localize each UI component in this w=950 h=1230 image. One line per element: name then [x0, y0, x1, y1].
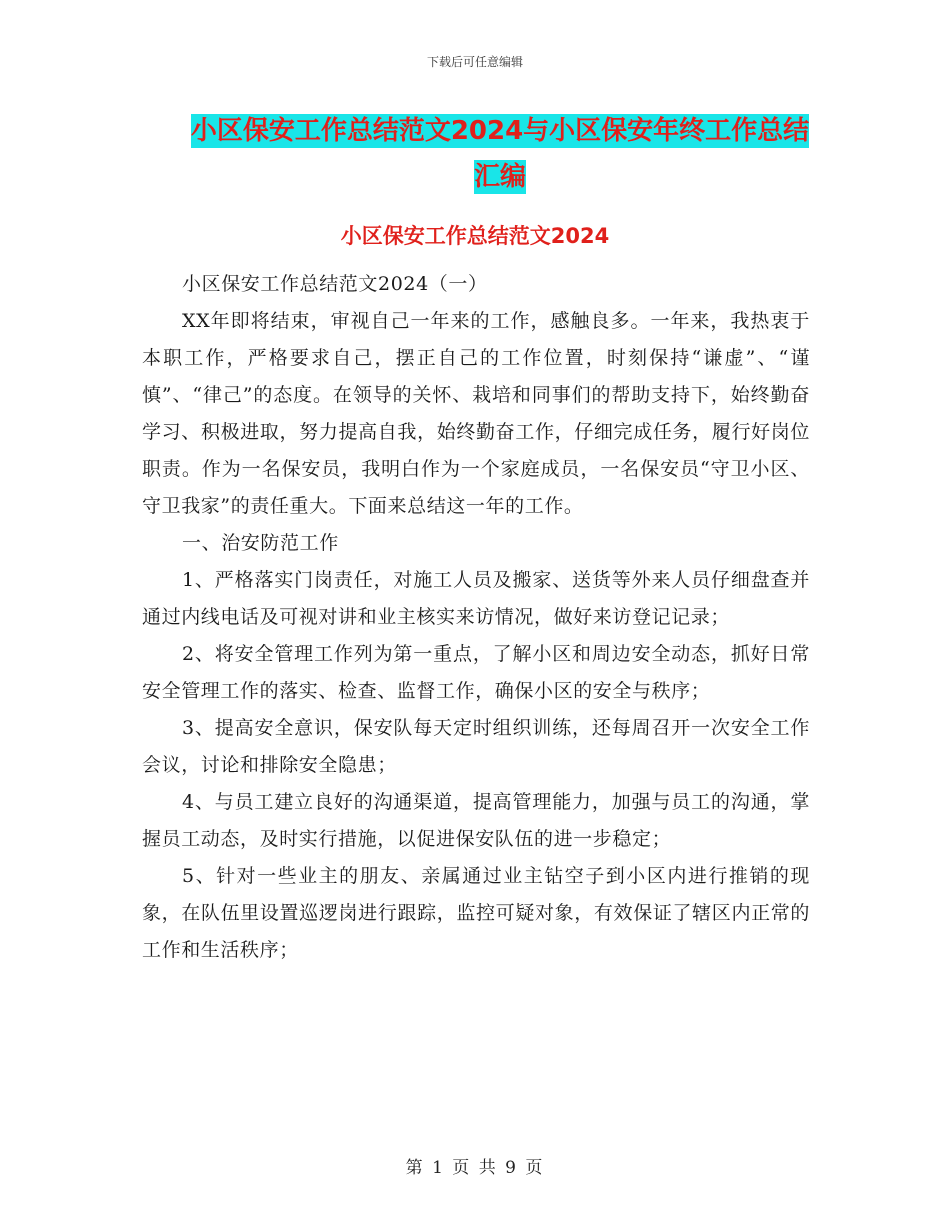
main-title-line-2: 汇编 — [473, 162, 526, 192]
paragraph-item: 3、提高安全意识，保安队每天定时组织训练，还每周召开一次安全工作会议，讨论和排除安全隐患； — [142, 717, 810, 776]
paragraph-item: 1、严格落实门岗责任，对施工人员及搬家、送货等外来人员仔细盘查并通过内线电话及可视对讲和业主核实来访情况，做好来访登记记录； — [142, 569, 810, 628]
page-number-footer: 第 1 页 共 9 页 — [405, 1158, 545, 1178]
section-title: 小区保安工作总结范文2024 — [340, 224, 610, 248]
paragraph-item: 4、与员工建立良好的沟通渠道，提高管理能力，加强与员工的沟通，掌握员工动态，及时实行措施，以促进保安队伍的进一步稳定； — [142, 791, 810, 850]
paragraph-intro: XX年即将结束，审视自己一年来的工作，感触良多。一年来，我热衷于本职工作，严格要求自己，摆正自己的工作位置，时刻保持“谦虚”、“谨慎”、“律己”的态度。在领导的关怀、栽培和同事们的帮助支持下，始终勤奋学习、积极进取，努力提高自我，始终勤奋工作，仔细完成任务，履行好岗位职责。作为一名保安员，我明白作为一个家庭成员，一名保安员“守卫小区、守卫我家”的责任重大。下面来总结这一年的工作。 — [142, 310, 810, 517]
paragraph-item: 2、将安全管理工作列为第一重点，了解小区和周边安全动态，抓好日常安全管理工作的落实、检查、监督工作，确保小区的安全与秩序； — [142, 643, 810, 702]
document-body — [142, 266, 810, 969]
paragraph-subtitle: 小区保安工作总结范文2024（一） — [182, 273, 488, 295]
document-main-title — [140, 108, 860, 200]
paragraph-item: 5、针对一些业主的朋友、亲属通过业主钻空子到小区内进行推销的现象，在队伍里设置巡逻岗进行跟踪，监控可疑对象，有效保证了辖区内正常的工作和生活秩序； — [142, 865, 810, 961]
paragraph-heading: 一、治安防范工作 — [182, 532, 339, 554]
main-title-line-1: 小区保安工作总结范文2024与小区保安年终工作总结 — [190, 116, 810, 146]
page-header-note: 下载后可任意编辑 — [426, 55, 523, 69]
